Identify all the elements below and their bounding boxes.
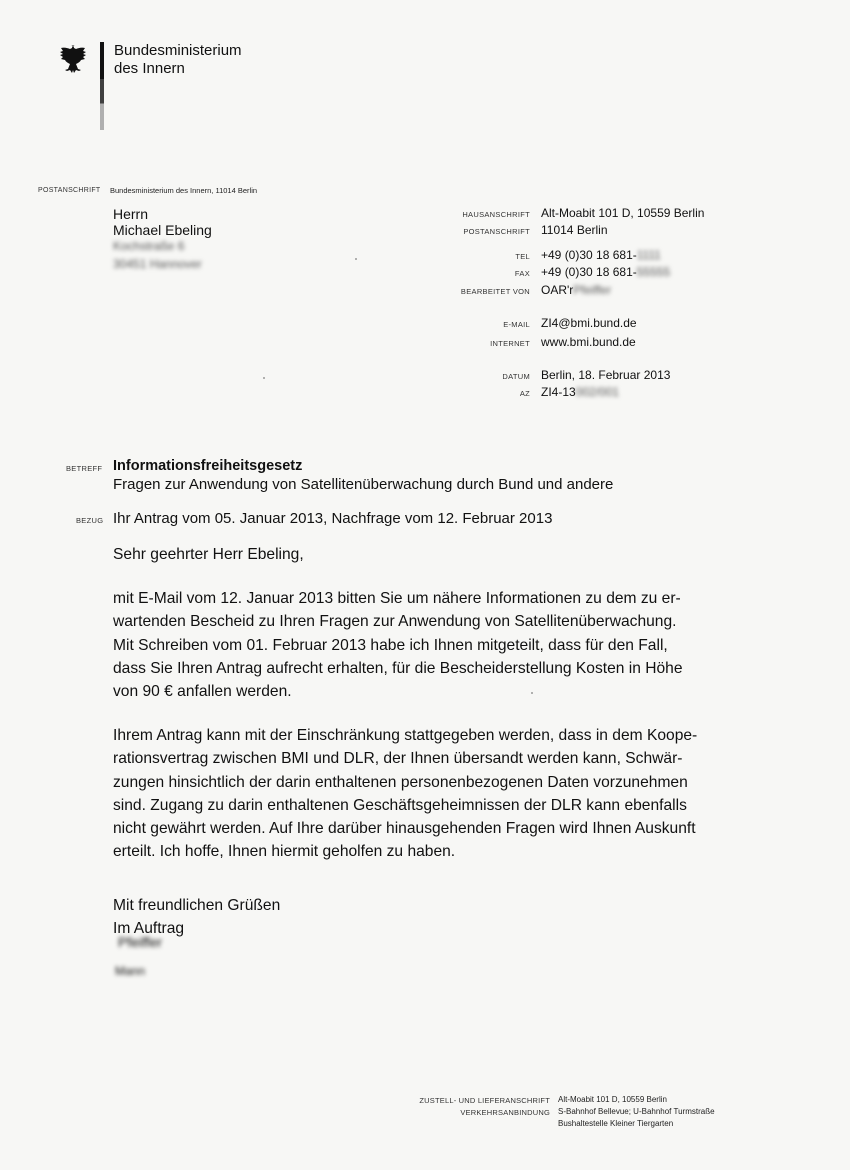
subject-title: Informationsfreiheitsgesetz bbox=[113, 458, 303, 474]
ministry-line-2: des Innern bbox=[114, 60, 185, 77]
tel-label: TEL bbox=[515, 252, 530, 261]
zustell-label: ZUSTELL- UND LIEFERANSCHRIFT bbox=[419, 1096, 550, 1105]
email-value: ZI4@bmi.bund.de bbox=[541, 316, 637, 330]
paragraph-line: von 90 € anfallen werden. bbox=[113, 683, 292, 701]
paragraph-line: wartenden Bescheid zu Ihren Fragen zur Anwendung von Satellitenüberwachung. bbox=[113, 613, 677, 631]
postanschrift-label: POSTANSCHRIFT bbox=[463, 227, 530, 236]
fax-label: FAX bbox=[514, 269, 530, 278]
verkehr-value-1: S-Bahnhof Bellevue; U-Bahnhof Turmstraße bbox=[558, 1107, 715, 1116]
az-redacted: 002/001 bbox=[575, 385, 620, 399]
bezug-label: BEZUG bbox=[76, 516, 104, 525]
recipient-name: Michael Ebeling bbox=[113, 222, 212, 238]
zustell-value: Alt-Moabit 101 D, 10559 Berlin bbox=[558, 1095, 667, 1104]
verkehr-value-2: Bushaltestelle Kleiner Tiergarten bbox=[558, 1119, 674, 1128]
paragraph-line: mit E-Mail vom 12. Januar 2013 bitten Sie um nähere Informationen zu dem zu er- bbox=[113, 590, 681, 607]
paragraph-line: sind. Zugang zu darin enthaltenen Geschäftsgeheimnissen der DLR kann ebenfalls bbox=[113, 796, 687, 814]
recipient-street: Kochstraße 6 bbox=[113, 239, 185, 253]
fax-redacted: 55555 bbox=[636, 265, 671, 279]
email-label: E-MAIL bbox=[503, 320, 530, 329]
paragraph-line: Mit Schreiben vom 01. Februar 2013 habe ich Ihnen mitgeteilt, dass für den Fall, bbox=[113, 636, 668, 654]
hausanschrift-label: HAUSANSCHRIFT bbox=[462, 210, 530, 219]
hausanschrift-value: Alt-Moabit 101 D, 10559 Berlin bbox=[541, 206, 705, 220]
flag-bar bbox=[100, 42, 104, 130]
paragraph-line: Ihrem Antrag kann mit der Einschränkung stattgegeben werden, dass in dem Koope- bbox=[113, 727, 698, 744]
verkehr-label: VERKEHRSANBINDUNG bbox=[460, 1108, 550, 1117]
ministry-name bbox=[114, 42, 242, 78]
paragraph-line: dass Sie Ihren Antrag aufrecht erhalten, für die Bescheiderstellung Kosten in Höhe bbox=[113, 659, 683, 677]
paragraph-2 bbox=[113, 724, 733, 864]
postanschrift-value: 11014 Berlin bbox=[541, 223, 608, 237]
fax-number: +49 (0)30 18 681- bbox=[541, 265, 637, 279]
ministry-line-1: Bundesministerium bbox=[114, 42, 242, 59]
tel-number: +49 (0)30 18 681- bbox=[541, 248, 637, 262]
internet-value: www.bmi.bund.de bbox=[541, 335, 636, 349]
paragraph-line: zungen hinsichtlich der darin enthaltenen personenbezogenen Daten vorzunehmen bbox=[113, 773, 688, 791]
betreff-label: BETREFF bbox=[66, 464, 103, 473]
az-label: AZ bbox=[519, 389, 530, 398]
tel-redacted: 1111 bbox=[636, 248, 661, 262]
scan-speck bbox=[355, 258, 357, 260]
paragraph-line: nicht gewährt werden. Auf Ihre darüber hinausgehenden Fragen wird Ihnen Auskunft bbox=[113, 820, 696, 838]
sender-line-value: Bundesministerium des Innern, 11014 Berlin bbox=[110, 186, 258, 195]
subject-subtitle: Fragen zur Anwendung von Satellitenüberwachung durch Bund und andere bbox=[113, 476, 614, 493]
paragraph-line: rationsvertrag zwischen BMI und DLR, der Ihnen übersandt werden kann, Schwär- bbox=[113, 750, 683, 768]
az-value bbox=[541, 385, 619, 399]
internet-label: INTERNET bbox=[490, 339, 530, 348]
scan-speck bbox=[263, 377, 265, 379]
bearbeitet-label: BEARBEITET VON bbox=[460, 287, 530, 296]
paragraph-1 bbox=[113, 587, 733, 703]
fax-value bbox=[541, 265, 670, 279]
closing: Mit freundlichen Grüßen bbox=[113, 897, 281, 914]
scan-speck bbox=[531, 692, 533, 694]
signer-redacted: Mann bbox=[115, 964, 146, 978]
im-auftrag: Im Auftrag bbox=[113, 920, 185, 937]
datum-value: Berlin, 18. Februar 2013 bbox=[541, 368, 671, 382]
datum-label: DATUM bbox=[502, 372, 530, 381]
bearbeitet-value bbox=[541, 283, 611, 297]
reference-line: Ihr Antrag vom 05. Januar 2013, Nachfrage vom 12. Februar 2013 bbox=[113, 510, 553, 527]
signature-redacted: Pfeiffer bbox=[118, 934, 163, 950]
bearbeitet-redacted: Pfeiffer bbox=[573, 283, 612, 297]
az-number: ZI4-13 bbox=[541, 385, 576, 399]
greeting: Sehr geehrter Herr Ebeling, bbox=[113, 546, 304, 563]
sender-line-label: POSTANSCHRIFT bbox=[38, 187, 101, 194]
recipient-salutation: Herrn bbox=[113, 206, 149, 222]
bearbeitet-title: OAR'r bbox=[541, 283, 574, 297]
paragraph-line: erteilt. Ich hoffe, Ihnen hiermit geholfen zu haben. bbox=[113, 843, 456, 861]
tel-value bbox=[541, 248, 661, 262]
federal-eagle-icon bbox=[58, 42, 92, 78]
recipient-city: 30451 Hannover bbox=[113, 257, 202, 271]
